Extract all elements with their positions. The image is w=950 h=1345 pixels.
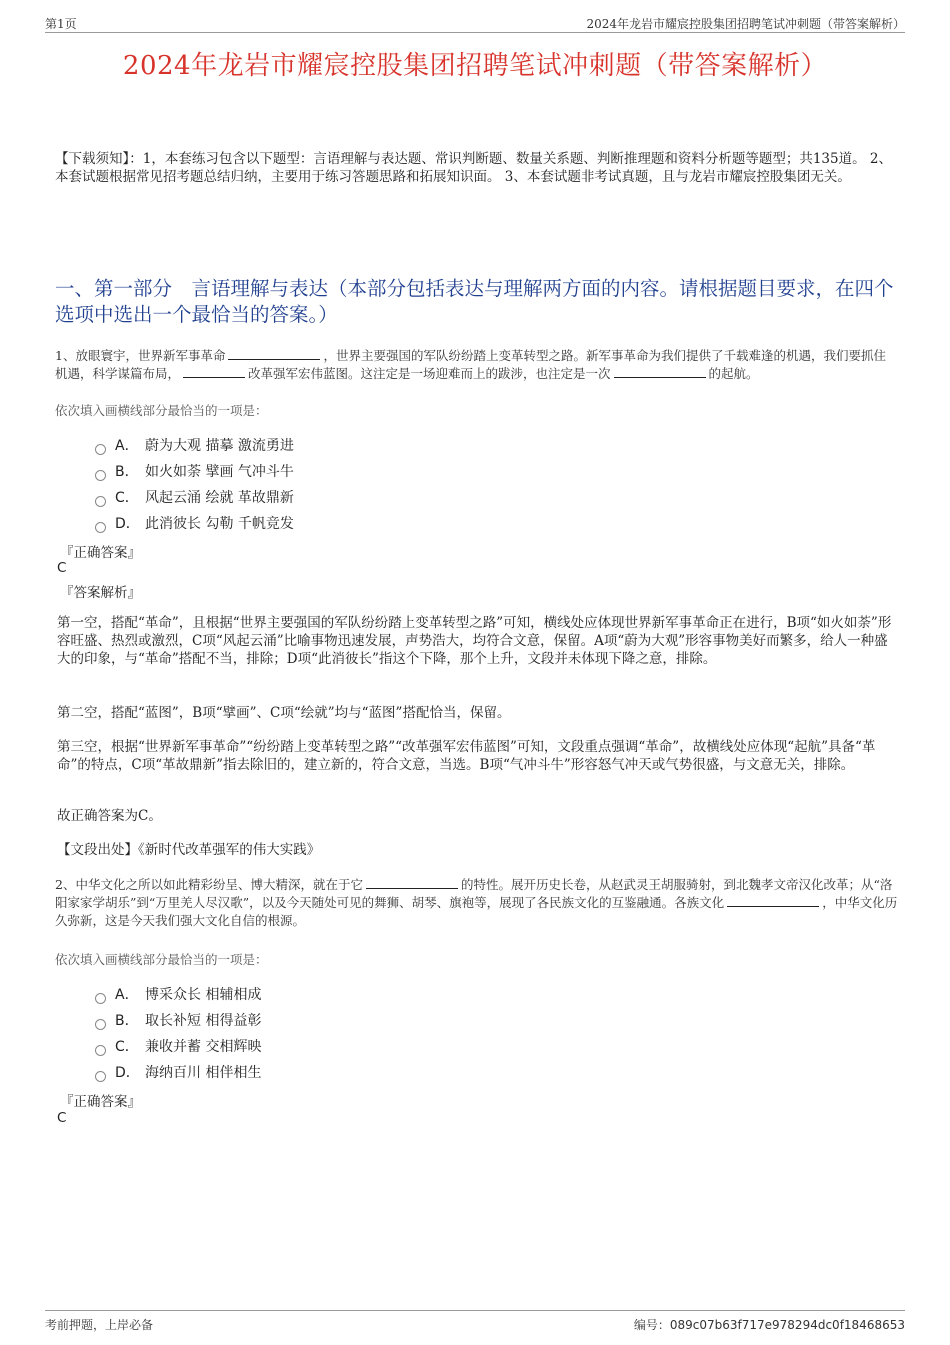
code-label: 编号：	[633, 1318, 670, 1332]
analysis-label: 『答案解析』	[60, 585, 141, 601]
radio-icon[interactable]	[95, 993, 106, 1004]
q2-stem-part: 2、中华文化之所以如此精彩纷呈、博大精深，就在于它	[55, 877, 363, 892]
q1-stem-part: 1、放眼寰宇，世界新军事革命	[55, 348, 226, 363]
radio-icon[interactable]	[95, 1071, 106, 1082]
page-number: 第1页	[45, 17, 77, 31]
option-letter: B．	[115, 1013, 139, 1029]
fill-blank	[366, 876, 458, 889]
question-1-options	[95, 432, 294, 536]
option-letter: A．	[115, 987, 139, 1003]
analysis-paragraph-2: 第二空，搭配“蓝图”，B项“擘画”、C项“绘就”均与“蓝图”搭配恰当，保留。	[57, 705, 511, 721]
option-text: 海纳百川 相伴相生	[145, 1065, 262, 1081]
option-letter: A．	[115, 438, 139, 454]
option-letter: C．	[115, 490, 139, 506]
option-text: 蔚为大观 描摹 激流勇进	[145, 438, 294, 454]
answer-label: 『正确答案』	[60, 1094, 141, 1110]
option-a[interactable]	[95, 432, 294, 458]
option-c[interactable]	[95, 1033, 261, 1059]
radio-icon[interactable]	[95, 496, 106, 507]
correct-answer: C	[57, 560, 67, 576]
analysis-paragraph-3: 第三空，根据“世界新军事革命”“纷纷踏上变革转型之路”“改革强军宏伟蓝图”可知，文段重点强调“革命”，故横线处应体现“起航”具备“革命”的特点，C项“革故鼎新”指去除旧的，建立新的，符合文意，当选。B项“气冲斗牛”形容怒气冲天或气势很盛，与文意无关，排除。	[57, 739, 876, 773]
question-1-prompt: 依次填入画横线部分最恰当的一项是：	[55, 403, 268, 418]
q1-stem-part: ，世界主要强国的军队纷纷踏上变革转型之路。新军事革命为我们提供了千载难逢的机遇，我们要抓住机遇，科学谋篇布局，	[55, 348, 886, 381]
fill-blank	[614, 365, 706, 378]
radio-icon[interactable]	[95, 470, 106, 481]
option-a[interactable]	[95, 981, 261, 1007]
option-d[interactable]	[95, 510, 294, 536]
radio-icon[interactable]	[95, 522, 106, 533]
question-2-options	[95, 981, 261, 1085]
analysis-paragraph-1: 第一空，搭配“革命”，且根据“世界主要强国的军队纷纷踏上变革转型之路”可知，横线处应体现世界新军事革命正在进行，B项“如火如荼”形容旺盛、热烈或激烈，C项“风起云涌”比喻事物迅速发展，声势浩大，均符合文意，保留。A项“蔚为大观”形容事物美好而繁多，给人一种盛大的印象，与“革命”搭配不当，排除；D项“此消彼长”指这个下降，那个上升，文段并未体现下降之意，排除。	[57, 615, 892, 667]
option-text: 取长补短 相得益彰	[145, 1013, 262, 1029]
q1-stem-part: 改革强军宏伟蓝图。这注定是一场迎难而上的跋涉，也注定是一次	[248, 366, 611, 381]
radio-icon[interactable]	[95, 1045, 106, 1056]
fill-blank	[183, 365, 245, 378]
option-b[interactable]	[95, 458, 294, 484]
option-text: 风起云涌 绘就 革故鼎新	[145, 490, 294, 506]
section-heading: 一、第一部分 言语理解与表达（本部分包括表达与理解两方面的内容。请根据题目要求，在四个选项中选出一个最恰当的答案。）	[55, 277, 894, 326]
source-citation: 【文段出处】《新时代改革强军的伟大实践》	[57, 842, 321, 858]
radio-icon[interactable]	[95, 444, 106, 455]
option-letter: D．	[115, 1065, 140, 1081]
download-notice: 【下载须知】：1，本套练习包含以下题型：言语理解与表达题、常识判断题、数量关系题、判断推理题和资料分析题等题型；共135道。 2、本套试题根据常见招考题总结归纳，主要用于练习答题思路和拓展知识面。 3、本套试题非考试真题，且与龙岩市耀宸控股集团无关。	[55, 151, 892, 185]
q2-stem-part: 的特性。展开历史长卷，从赵武灵王胡服骑射，到北魏孝文帝汉化改革；从“洛阳家家学胡乐”到“万里羌人尽汉歌”，以及今天随处可见的舞狮、胡琴、旗袍等，展现了各民族文化的互鉴融通。各族文化	[55, 877, 893, 910]
option-text: 博采众长 相辅相成	[145, 987, 262, 1003]
page-footer	[45, 1310, 905, 1333]
option-text: 如火如荼 擘画 气冲斗牛	[145, 464, 294, 480]
analysis-conclusion: 故正确答案为C。	[57, 808, 162, 824]
fill-blank	[228, 347, 320, 360]
option-letter: C．	[115, 1039, 139, 1055]
option-letter: B．	[115, 464, 139, 480]
option-text: 此消彼长 勾勒 千帆竞发	[145, 516, 294, 532]
question-1-text	[55, 347, 898, 383]
code-value: 089c07b63f717e978294dc0f18468653	[669, 1318, 905, 1332]
option-letter: D．	[115, 516, 140, 532]
question-2-text	[55, 876, 898, 930]
q1-stem-part: 的起航。	[708, 366, 759, 381]
fill-blank	[727, 894, 819, 907]
option-c[interactable]	[95, 484, 294, 510]
option-d[interactable]	[95, 1059, 261, 1085]
q2-stem-part: ，中华文化历久弥新，这是今天我们强大文化自信的根源。	[55, 895, 898, 928]
correct-answer: C	[57, 1110, 67, 1126]
footer-slogan: 考前押题，上岸必备	[45, 1318, 154, 1332]
header-doc-title: 2024年龙岩市耀宸控股集团招聘笔试冲刺题（带答案解析）	[586, 17, 905, 31]
answer-label: 『正确答案』	[60, 545, 141, 561]
footer-code	[634, 1316, 905, 1333]
question-2-prompt: 依次填入画横线部分最恰当的一项是：	[55, 952, 268, 967]
option-text: 兼收并蓄 交相辉映	[145, 1039, 262, 1055]
page-header	[45, 12, 905, 33]
document-title: 2024年龙岩市耀宸控股集团招聘笔试冲刺题（带答案解析）	[122, 51, 828, 81]
radio-icon[interactable]	[95, 1019, 106, 1030]
option-b[interactable]	[95, 1007, 261, 1033]
